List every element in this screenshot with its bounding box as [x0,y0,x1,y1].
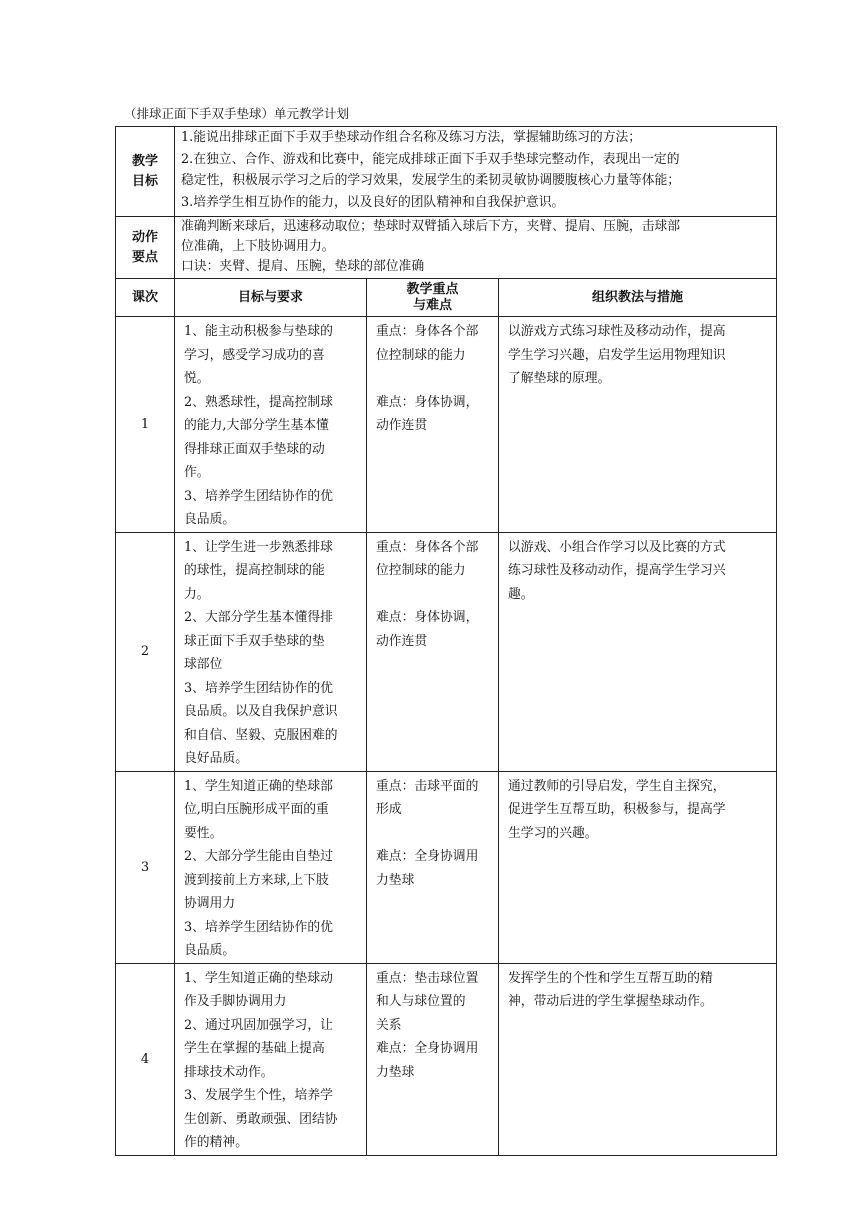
lesson-goals: 1、让学生进一步熟悉排球 的球性，提高控制球的能 力。 2、大部分学生基本懂得排 球正面下手双手垫球的垫 球部位 3、培养学生团结协作的优 良品质。以及自我保护意识 和自信、坚毅、克服困难的 良好品质。 [175,532,367,771]
lesson-methods: 通过教师的引导启发，学生自主探究， 促进学生互帮互助，积极参与，提高学 生学习的兴趣。 [499,771,777,963]
lesson-methods: 发挥学生的个性和学生互帮互助的精 神，带动后进的学生掌握垫球动作。 [499,963,777,1155]
lesson-methods: 以游戏、小组合作学习以及比赛的方式 练习球性及移动动作，提高学生学习兴 趣。 [499,532,777,771]
lesson-methods: 以游戏方式练习球性及移动动作，提高 学生学习兴趣，启发学生运用物理知识 了解垫球的原理。 [499,317,777,533]
lesson-focus: 重点：身体各个部 位控制球的能力 难点：身体协调， 动作连贯 [367,532,499,771]
lesson-number: 3 [116,771,175,963]
lesson-row [116,771,777,963]
lesson-goals: 1、学生知道正确的垫球部 位,明白压腕形成平面的重 要性。 2、大部分学生能由自垫过 渡到接前上方来球,上下肢 协调用力 3、培养学生团结协作的优 良品质。 [175,771,367,963]
lesson-focus: 重点：身体各个部 位控制球的能力 难点：身体协调， 动作连贯 [367,317,499,533]
teaching-plan-table [115,126,777,1156]
key-point-line: 准确判断来球后，迅速移动取位；垫球时双臂插入球后下方，夹臂、提肩、压腕，击球部 [181,219,681,234]
lesson-row [116,963,777,1155]
objectives-content [175,127,777,217]
key-point-line: 位准确，上下肢协调用力。 [181,239,335,254]
key-point-line: 口诀：夹臂、提肩、压腕，垫球的部位准确 [181,259,425,274]
lesson-row [116,532,777,771]
lesson-number: 1 [116,317,175,533]
column-header-lesson: 课次 [116,279,175,317]
column-header-row [116,279,777,317]
key-points-content [175,217,777,279]
objective-line: 1.能说出排球正面下手双手垫球动作组合名称及练习方法，掌握辅助练习的方法； [181,130,642,145]
lesson-number: 2 [116,532,175,771]
lesson-goals: 1、学生知道正确的垫球动 作及手脚协调用力 2、通过巩固加强学习，让 学生在掌握的基础上提高 排球技术动作。 3、发展学生个性，培养学 生创新、勇敢顽强、团结协 作的精神。 [175,963,367,1155]
objective-line: 稳定性，积极展示学习之后的学习效果，发展学生的柔韧灵敏协调腰腹核心力量等体能； [181,173,681,188]
lesson-row [116,317,777,533]
objectives-row [116,127,777,217]
key-points-row [116,217,777,279]
objective-line: 2.在独立、合作、游戏和比赛中，能完成排球正面下手双手垫球完整动作，表现出一定的 [181,151,680,167]
lesson-goals: 1、能主动积极参与垫球的 学习，感受学习成功的喜 悦。 2、熟悉球性，提高控制球 的能力,大部分学生基本懂 得排球正面双手垫球的动 作。 3、培养学生团结协作的优 良品质。 [175,317,367,533]
page-title: （排球正面下手双手垫球）单元教学计划 [124,106,350,121]
column-header-focus: 教学重点 与难点 [367,279,499,317]
objective-line: 3.培养学生相互协作的能力，以及良好的团队精神和自我保护意识。 [181,194,565,210]
objectives-label: 教学 目标 [116,127,175,217]
lesson-number: 4 [116,963,175,1155]
key-points-label: 动作 要点 [116,217,175,279]
column-header-goals: 目标与要求 [175,279,367,317]
lesson-focus: 重点：击球平面的 形成 难点：全身协调用 力垫球 [367,771,499,963]
column-header-methods: 组织教法与措施 [499,279,777,317]
lesson-focus: 重点：垫击球位置 和人与球位置的 关系 难点：全身协调用 力垫球 [367,963,499,1155]
